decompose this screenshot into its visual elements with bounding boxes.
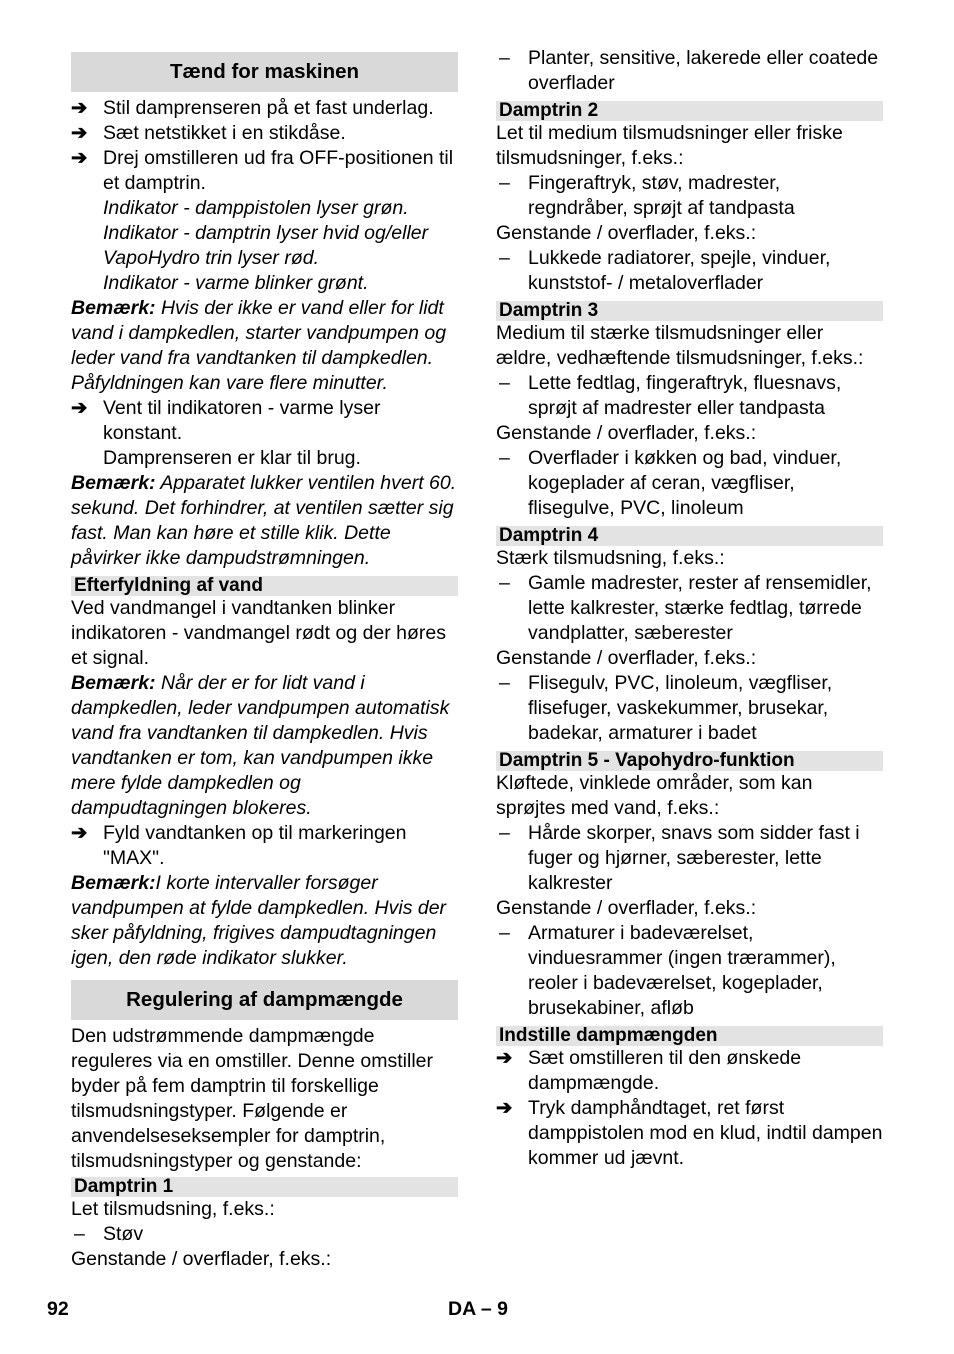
objects-label: Genstande / overflader, f.eks.: [496,222,757,244]
dash-icon: – [499,247,510,269]
dash-icon: – [499,572,510,594]
instruction-step: ➔ Tryk damphåndtaget, ret først damppistolen mod en klud, indtil dampen kommer ud jævnt. [496,1097,883,1169]
instruction-step: ➔ Stil damprenseren på et fast underlag. [71,97,434,119]
ready-text: Damprenseren er klar til brug. [103,447,361,469]
subheading-refill: Efterfyldning af vand [71,576,458,596]
subheading-damptrin-5: Damptrin 5 - Vapohydro-funktion [496,751,883,771]
damptrin-2-text: Let til medium tilsmudsninger eller friske tilsmudsninger, f.eks.: [496,122,843,169]
right-column [496,0,883,1171]
section-heading-switch-on: Tænd for maskinen [71,52,458,92]
dash-icon: – [499,672,510,694]
note-paragraph: Bemærk: Når der er for lidt vand i dampkedlen, leder vandpumpen automatisk vand fra vandtanken til dampkedlen. Hvis vandtanken er tom, kan vandpumpen ikke mere fylde dampkedlen og dampudtagningen blokeres. [71,672,450,819]
arrow-right-icon: ➔ [71,822,88,844]
list-item: – Støv [74,1223,144,1245]
dash-icon: – [499,822,510,844]
arrow-right-icon: ➔ [496,1047,513,1069]
subheading-damptrin-2: Damptrin 2 [496,101,883,121]
instruction-step: ➔ Fyld vandtanken op til markeringen "MAX". [71,822,407,869]
subheading-damptrin-3: Damptrin 3 [496,301,883,321]
dash-icon: – [499,47,510,69]
damptrin-1-text: Let tilsmudsning, f.eks.: [71,1198,275,1220]
regulation-paragraph: Den udstrømmende dampmængde reguleres via en omstiller. Denne omstiller byder på fem damptrin til forskellige tilsmudsningstyper. Følgende er anvendelseseksempler for damptrin, tilsmudsningstyper og genstande: [71,1025,433,1172]
instruction-step: ➔ Vent til indikatoren - varme lyser konstant. [71,397,381,444]
list-item: – Armaturer i badeværelset, vinduesrammer (ingen trærammer), reoler i badeværelset, kogeplader, brusekabiner, afløb [499,922,836,1019]
dash-icon: – [499,372,510,394]
dash-icon: – [74,1223,85,1245]
list-item: – Flisegulv, PVC, linoleum, vægfliser, flisefuger, vaskekummer, brusekar, badekar, armaturer i badet [499,672,833,744]
dash-icon: – [499,922,510,944]
dash-icon: – [499,172,510,194]
list-item: – Lukkede radiatorer, spejle, vinduer, kunststof- / metaloverflader [499,247,831,294]
note-paragraph: Bemærk: Hvis der ikke er vand eller for lidt vand i dampkedlen, starter vandpumpen og leder vand fra vandtanken til dampkedlen. Påfyldningen kan vare flere minutter. [71,297,447,394]
dash-icon: – [499,447,510,469]
left-column [71,0,458,1272]
section-heading-regulation: Regulering af dampmængde [71,980,458,1020]
damptrin-4-text: Stærk tilsmudsning, f.eks.: [496,547,725,569]
list-item: – Planter, sensitive, lakerede eller coatede overflader [499,47,879,94]
instruction-step: ➔ Sæt netstikket i en stikdåse. [71,122,346,144]
list-item: – Fingeraftryk, støv, madrester, regndråber, sprøjt af tandpasta [499,172,795,219]
page-number: 92 [47,1298,69,1320]
objects-label: Genstande / overflader, f.eks.: [496,647,757,669]
instruction-step: ➔ Sæt omstilleren til den ønskede dampmængde. [496,1047,802,1094]
objects-label: Genstande / overflader, f.eks.: [496,897,757,919]
damptrin-3-text: Medium til stærke tilsmudsninger eller ældre, vedhæftende tilsmudsninger, f.eks.: [496,322,864,369]
damptrin-5-text: Kløftede, vinklede områder, som kan sprøjtes med vand, f.eks.: [496,772,813,819]
objects-label: Genstande / overflader, f.eks.: [71,1248,332,1270]
arrow-right-icon: ➔ [71,147,88,169]
arrow-right-icon: ➔ [71,397,88,419]
note-paragraph: Bemærk: Apparatet lukker ventilen hvert 60. sekund. Det forhindrer, at ventilen sætter sig fast. Man kan høre et stille klik. Dette påvirker ikke dampudstrømningen. [71,472,457,569]
indicator-note: Indikator - varme blinker grønt. [103,272,369,294]
instruction-step: ➔ Drej omstilleren ud fra OFF-positionen til et damptrin. [71,147,454,194]
arrow-right-icon: ➔ [71,97,88,119]
indicator-note: Indikator - damptrin lyser hvid og/eller VapoHydro trin lyser rød. [103,222,429,269]
refill-paragraph: Ved vandmangel i vandtanken blinker indikatoren - vandmangel rødt og der høres et signal. [71,597,447,669]
subheading-damptrin-4: Damptrin 4 [496,526,883,546]
arrow-right-icon: ➔ [496,1097,513,1119]
indicator-note: Indikator - damppistolen lyser grøn. [103,197,409,219]
subheading-damptrin-1: Damptrin 1 [71,1177,458,1197]
objects-label: Genstande / overflader, f.eks.: [496,422,757,444]
arrow-right-icon: ➔ [71,122,88,144]
section-label: DA – 9 [448,1298,508,1320]
list-item: – Gamle madrester, rester af rensemidler, lette kalkrester, stærke fedtlag, tørrede vandplatter, sæberester [499,572,872,644]
subheading-adjust-steam: Indstille dampmængden [496,1026,883,1046]
list-item: – Lette fedtlag, fingeraftryk, fluesnavs, sprøjt af madrester eller tandpasta [499,372,842,419]
list-item: – Hårde skorper, snavs som sidder fast i fuger og hjørner, sæberester, lette kalkrester [499,822,860,894]
note-paragraph: Bemærk:I korte intervaller forsøger vandpumpen at fylde dampkedlen. Hvis der sker påfyldning, frigives dampudtagningen igen, den røde indikator slukker. [71,872,447,969]
list-item: – Overflader i køkken og bad, vinduer, kogeplader af ceran, vægfliser, flisegulve, PVC, linoleum [499,447,842,519]
